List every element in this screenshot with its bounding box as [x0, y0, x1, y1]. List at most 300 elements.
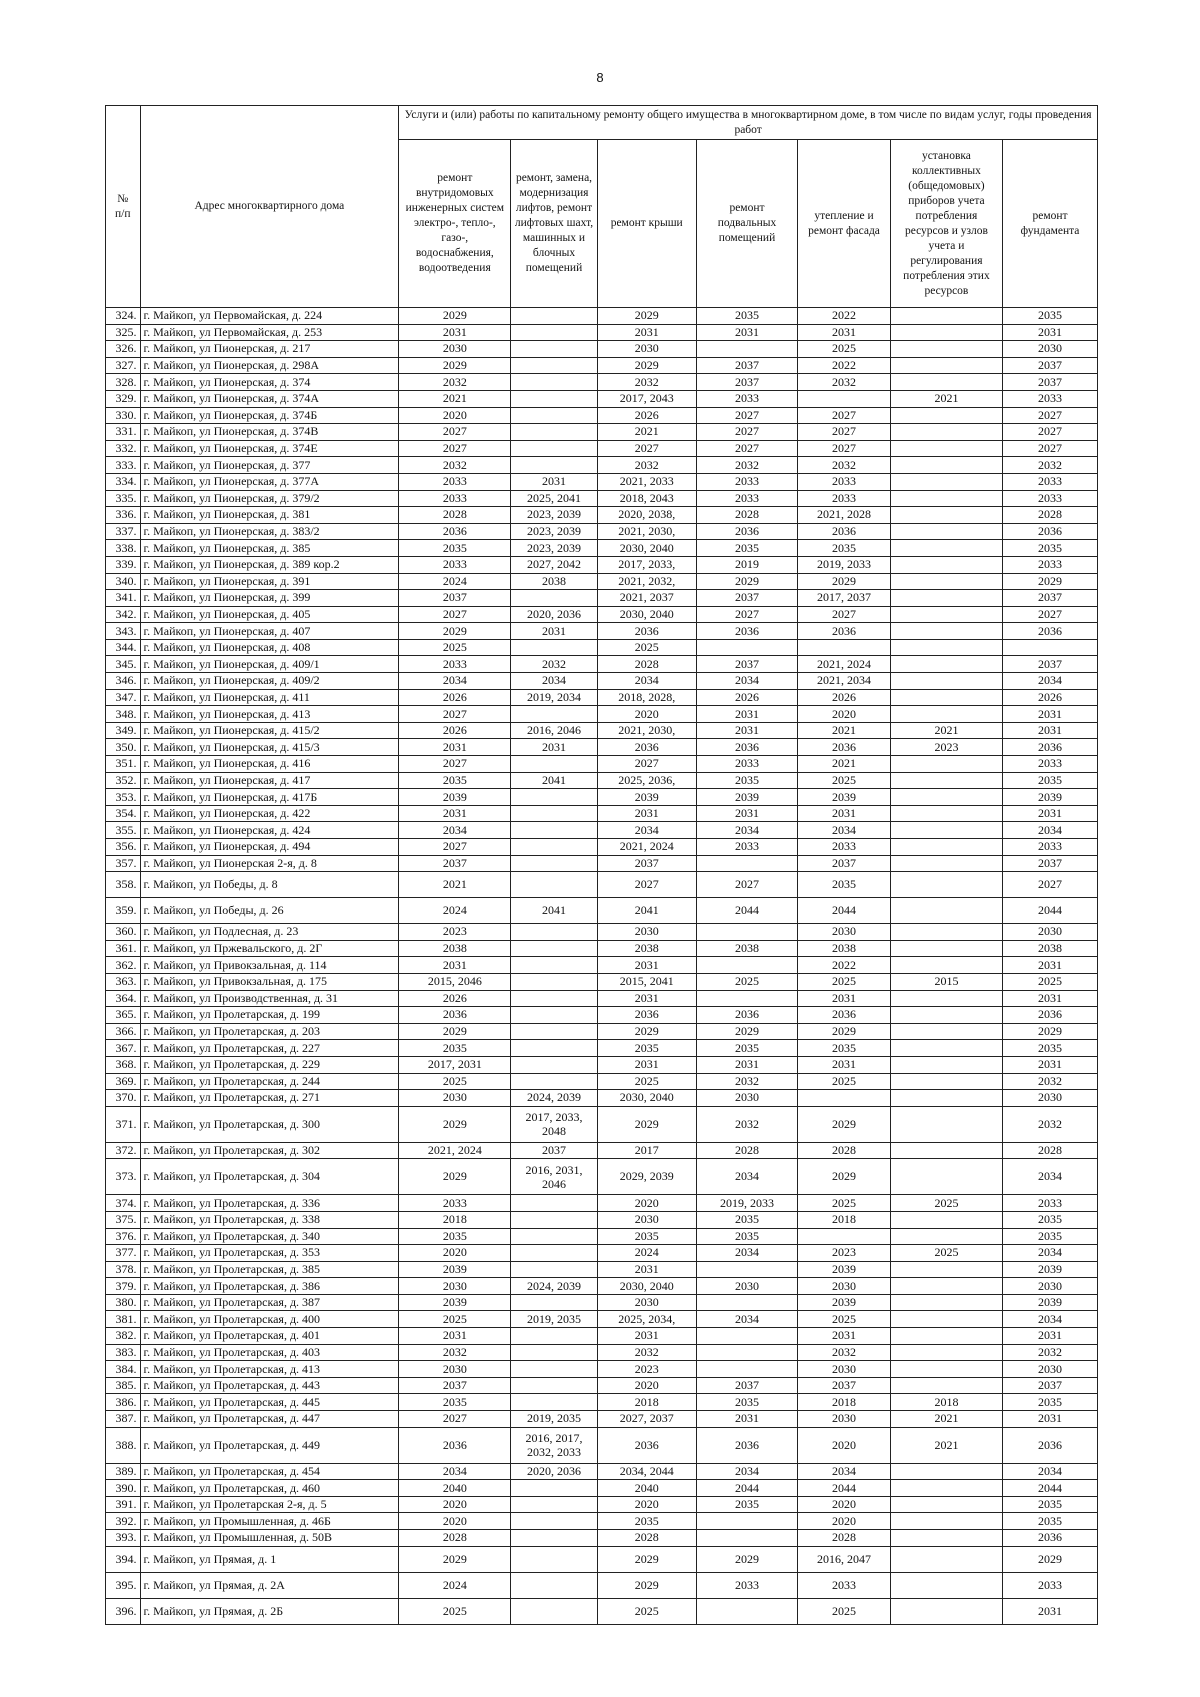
row-cell-col-1: 2024 — [399, 1572, 511, 1598]
row-cell-col-4 — [696, 1361, 797, 1378]
row-cell-col-3: 2032 — [597, 457, 696, 474]
row-address: г. Майкоп, ул Пионерская, д. 383/2 — [140, 523, 399, 540]
row-cell-col-7: 2033 — [1003, 1195, 1098, 1212]
row-cell-col-5: 2025 — [798, 973, 891, 990]
row-cell-col-6 — [890, 706, 1002, 723]
row-cell-col-7: 2038 — [1003, 940, 1098, 957]
row-cell-col-4: 2037 — [696, 590, 797, 607]
header-number: № п/п — [106, 106, 141, 308]
table-row — [106, 407, 1098, 424]
row-cell-col-7: 2027 — [1003, 424, 1098, 441]
row-address: г. Майкоп, ул Пионерская, д. 411 — [140, 689, 399, 706]
row-address: г. Майкоп, ул Пржевальского, д. 2Г — [140, 940, 399, 957]
row-cell-col-6 — [890, 490, 1002, 507]
table-row — [106, 1261, 1098, 1278]
row-cell-col-5: 2036 — [798, 623, 891, 640]
row-cell-col-7: 2034 — [1003, 822, 1098, 839]
row-number: 339. — [106, 556, 141, 573]
row-cell-col-3: 2030, 2040 — [597, 1278, 696, 1295]
row-cell-col-5: 2021 — [798, 756, 891, 773]
row-cell-col-5: 2027 — [798, 424, 891, 441]
row-cell-col-2 — [511, 1294, 597, 1311]
row-cell-col-1: 2025 — [399, 639, 511, 656]
row-address: г. Майкоп, ул Пролетарская, д. 387 — [140, 1294, 399, 1311]
row-cell-col-6 — [890, 374, 1002, 391]
row-number: 382. — [106, 1328, 141, 1345]
row-cell-col-4: 2027 — [696, 440, 797, 457]
row-cell-col-7: 2031 — [1003, 1328, 1098, 1345]
row-cell-col-1: 2025 — [399, 1598, 511, 1624]
row-cell-col-4: 2026 — [696, 689, 797, 706]
row-cell-col-7: 2031 — [1003, 324, 1098, 341]
table-row — [106, 1106, 1098, 1142]
row-cell-col-4: 2034 — [696, 1159, 797, 1195]
row-cell-col-4: 2034 — [696, 1245, 797, 1262]
row-cell-col-1: 2025 — [399, 1073, 511, 1090]
row-cell-col-2 — [511, 1073, 597, 1090]
row-address: г. Майкоп, ул Пионерская, д. 381 — [140, 507, 399, 524]
row-cell-col-3: 2031 — [597, 990, 696, 1007]
row-cell-col-1: 2029 — [399, 357, 511, 374]
row-cell-col-7: 2034 — [1003, 1463, 1098, 1480]
row-cell-col-6: 2018 — [890, 1394, 1002, 1411]
row-cell-col-4 — [696, 1344, 797, 1361]
row-cell-col-7: 2036 — [1003, 623, 1098, 640]
row-cell-col-4 — [696, 1513, 797, 1530]
row-cell-col-4: 2033 — [696, 473, 797, 490]
row-address: г. Майкоп, ул Пролетарская, д. 403 — [140, 1344, 399, 1361]
row-number: 384. — [106, 1361, 141, 1378]
row-cell-col-4: 2036 — [696, 1427, 797, 1463]
row-cell-col-7: 2044 — [1003, 898, 1098, 924]
row-cell-col-3: 2031 — [597, 957, 696, 974]
row-cell-col-2 — [511, 440, 597, 457]
header-address: Адрес многоквартирного дома — [140, 106, 399, 308]
row-cell-col-5: 2033 — [798, 473, 891, 490]
row-cell-col-1: 2033 — [399, 556, 511, 573]
row-cell-col-5 — [798, 1228, 891, 1245]
row-cell-col-1: 2021 — [399, 390, 511, 407]
row-cell-col-5 — [798, 1090, 891, 1107]
row-cell-col-1: 2034 — [399, 673, 511, 690]
row-number: 368. — [106, 1056, 141, 1073]
row-cell-col-6: 2021 — [890, 1427, 1002, 1463]
row-number: 356. — [106, 839, 141, 856]
table-row — [106, 789, 1098, 806]
row-cell-col-2 — [511, 1394, 597, 1411]
row-cell-col-1: 2028 — [399, 507, 511, 524]
row-address: г. Майкоп, ул Прямая, д. 2А — [140, 1572, 399, 1598]
row-number: 336. — [106, 507, 141, 524]
row-cell-col-3: 2028 — [597, 1530, 696, 1547]
row-cell-col-7: 2027 — [1003, 440, 1098, 457]
row-cell-col-2 — [511, 1007, 597, 1024]
row-address: г. Майкоп, ул Прямая, д. 1 — [140, 1546, 399, 1572]
table-row — [106, 1056, 1098, 1073]
row-cell-col-1: 2030 — [399, 1090, 511, 1107]
row-cell-col-2 — [511, 940, 597, 957]
row-cell-col-5: 2030 — [798, 1361, 891, 1378]
row-cell-col-5: 2023 — [798, 1245, 891, 1262]
row-address: г. Майкоп, ул Пионерская 2-я, д. 8 — [140, 855, 399, 872]
row-number: 332. — [106, 440, 141, 457]
row-number: 370. — [106, 1090, 141, 1107]
row-address: г. Майкоп, ул Пионерская, д. 217 — [140, 341, 399, 358]
row-number: 374. — [106, 1195, 141, 1212]
row-cell-col-3: 2031 — [597, 324, 696, 341]
row-cell-col-4: 2032 — [696, 457, 797, 474]
row-cell-col-4: 2032 — [696, 1073, 797, 1090]
row-cell-col-3: 2021, 2024 — [597, 839, 696, 856]
row-cell-col-2 — [511, 1344, 597, 1361]
row-cell-col-7: 2036 — [1003, 739, 1098, 756]
row-cell-col-7: 2037 — [1003, 590, 1098, 607]
row-cell-col-6 — [890, 1073, 1002, 1090]
row-cell-col-1: 2029 — [399, 1159, 511, 1195]
row-cell-col-6 — [890, 1572, 1002, 1598]
row-cell-col-6 — [890, 507, 1002, 524]
row-number: 349. — [106, 722, 141, 739]
row-address: г. Майкоп, ул Пролетарская, д. 353 — [140, 1245, 399, 1262]
row-cell-col-2 — [511, 1023, 597, 1040]
row-cell-col-6 — [890, 523, 1002, 540]
table-row — [106, 839, 1098, 856]
table-row — [106, 357, 1098, 374]
row-number: 346. — [106, 673, 141, 690]
row-cell-col-5: 2029 — [798, 573, 891, 590]
row-number: 352. — [106, 772, 141, 789]
row-cell-col-6 — [890, 573, 1002, 590]
row-number: 338. — [106, 540, 141, 557]
row-cell-col-7: 2036 — [1003, 1427, 1098, 1463]
row-cell-col-3: 2030 — [597, 1294, 696, 1311]
table-row — [106, 590, 1098, 607]
table-row — [106, 507, 1098, 524]
table-row — [106, 822, 1098, 839]
row-cell-col-4: 2031 — [696, 324, 797, 341]
row-number: 359. — [106, 898, 141, 924]
row-cell-col-2 — [511, 1480, 597, 1497]
row-cell-col-2 — [511, 973, 597, 990]
row-cell-col-1: 2027 — [399, 839, 511, 856]
row-cell-col-4: 2038 — [696, 940, 797, 957]
row-cell-col-2 — [511, 357, 597, 374]
row-cell-col-6 — [890, 1211, 1002, 1228]
table-row — [106, 1496, 1098, 1513]
row-cell-col-1: 2027 — [399, 424, 511, 441]
row-address: г. Майкоп, ул Пионерская, д. 379/2 — [140, 490, 399, 507]
row-cell-col-6 — [890, 656, 1002, 673]
row-cell-col-6 — [890, 308, 1002, 325]
row-cell-col-6 — [890, 1056, 1002, 1073]
row-cell-col-2: 2041 — [511, 898, 597, 924]
table-row — [106, 573, 1098, 590]
row-cell-col-6 — [890, 940, 1002, 957]
table-row — [106, 390, 1098, 407]
row-cell-col-4: 2036 — [696, 523, 797, 540]
row-cell-col-6 — [890, 957, 1002, 974]
row-cell-col-3: 2025 — [597, 1598, 696, 1624]
table-row — [106, 1311, 1098, 1328]
table-header — [106, 106, 1098, 308]
row-address: г. Майкоп, ул Привокзальная, д. 114 — [140, 957, 399, 974]
row-cell-col-5: 2030 — [798, 924, 891, 941]
row-address: г. Майкоп, ул Пионерская, д. 424 — [140, 822, 399, 839]
row-cell-col-2 — [511, 872, 597, 898]
row-cell-col-2 — [511, 924, 597, 941]
row-address: г. Майкоп, ул Пролетарская, д. 401 — [140, 1328, 399, 1345]
row-cell-col-2: 2016, 2046 — [511, 722, 597, 739]
row-cell-col-6 — [890, 1328, 1002, 1345]
table-body — [106, 308, 1098, 1625]
row-cell-col-7: 2026 — [1003, 689, 1098, 706]
table-row — [106, 1411, 1098, 1428]
row-cell-col-5: 2032 — [798, 374, 891, 391]
row-cell-col-3: 2031 — [597, 1056, 696, 1073]
row-cell-col-2: 2019, 2034 — [511, 689, 597, 706]
table-row — [106, 756, 1098, 773]
row-cell-col-7: 2031 — [1003, 706, 1098, 723]
row-address: г. Майкоп, ул Пролетарская, д. 229 — [140, 1056, 399, 1073]
row-cell-col-7: 2037 — [1003, 357, 1098, 374]
table-row — [106, 990, 1098, 1007]
row-cell-col-1: 2024 — [399, 898, 511, 924]
row-number: 327. — [106, 357, 141, 374]
row-cell-col-5: 2027 — [798, 606, 891, 623]
row-cell-col-3: 2017, 2033, — [597, 556, 696, 573]
row-cell-col-2 — [511, 1040, 597, 1057]
row-cell-col-2: 2032 — [511, 656, 597, 673]
table-row — [106, 490, 1098, 507]
row-number: 342. — [106, 606, 141, 623]
row-cell-col-5: 2030 — [798, 1278, 891, 1295]
row-cell-col-3: 2020 — [597, 1195, 696, 1212]
row-cell-col-6 — [890, 1311, 1002, 1328]
row-cell-col-3: 2020 — [597, 1377, 696, 1394]
row-cell-col-3: 2023 — [597, 1361, 696, 1378]
row-cell-col-7: 2034 — [1003, 1159, 1098, 1195]
row-cell-col-4: 2034 — [696, 1311, 797, 1328]
row-cell-col-3: 2030, 2040 — [597, 606, 696, 623]
row-cell-col-1: 2027 — [399, 1411, 511, 1428]
row-cell-col-7: 2039 — [1003, 789, 1098, 806]
row-address: г. Майкоп, ул Пионерская, д. 374Б — [140, 407, 399, 424]
row-cell-col-2 — [511, 855, 597, 872]
row-cell-col-6 — [890, 1142, 1002, 1159]
row-cell-col-4: 2035 — [696, 308, 797, 325]
row-address: г. Майкоп, ул Пионерская, д. 409/2 — [140, 673, 399, 690]
row-address: г. Майкоп, ул Пролетарская, д. 443 — [140, 1377, 399, 1394]
row-cell-col-5: 2034 — [798, 1463, 891, 1480]
row-address: г. Майкоп, ул Победы, д. 26 — [140, 898, 399, 924]
row-cell-col-4: 2032 — [696, 1106, 797, 1142]
row-cell-col-5: 2035 — [798, 1040, 891, 1057]
row-cell-col-5: 2027 — [798, 440, 891, 457]
table-row — [106, 556, 1098, 573]
row-number: 369. — [106, 1073, 141, 1090]
row-cell-col-5: 2022 — [798, 308, 891, 325]
row-address: г. Майкоп, ул Пионерская, д. 385 — [140, 540, 399, 557]
row-cell-col-4: 2031 — [696, 805, 797, 822]
row-address: г. Майкоп, ул Пионерская, д. 417Б — [140, 789, 399, 806]
row-cell-col-5 — [798, 639, 891, 656]
row-cell-col-5: 2031 — [798, 990, 891, 1007]
row-cell-col-1: 2020 — [399, 407, 511, 424]
row-cell-col-4: 2027 — [696, 424, 797, 441]
row-address: г. Майкоп, ул Первомайская, д. 224 — [140, 308, 399, 325]
row-number: 376. — [106, 1228, 141, 1245]
row-cell-col-2 — [511, 308, 597, 325]
row-cell-col-7: 2029 — [1003, 573, 1098, 590]
table-row — [106, 1480, 1098, 1497]
row-cell-col-3: 2021 — [597, 424, 696, 441]
row-number: 343. — [106, 623, 141, 640]
row-cell-col-7: 2032 — [1003, 1073, 1098, 1090]
row-cell-col-7: 2033 — [1003, 390, 1098, 407]
row-cell-col-4 — [696, 957, 797, 974]
table-row — [106, 1023, 1098, 1040]
row-cell-col-3: 2021, 2032, — [597, 573, 696, 590]
row-number: 389. — [106, 1463, 141, 1480]
header-column-2: ремонт, замена, модернизация лифтов, ремонт лифтовых шахт, машинных и блочных помещений — [511, 140, 597, 308]
row-cell-col-3: 2029 — [597, 1572, 696, 1598]
row-cell-col-3: 2038 — [597, 940, 696, 957]
row-cell-col-5: 2019, 2033 — [798, 556, 891, 573]
row-cell-col-6 — [890, 1159, 1002, 1195]
row-cell-col-2: 2031 — [511, 473, 597, 490]
table-row — [106, 1463, 1098, 1480]
row-cell-col-3: 2027 — [597, 756, 696, 773]
row-cell-col-2: 2016, 2017, 2032, 2033 — [511, 1427, 597, 1463]
row-cell-col-7: 2033 — [1003, 490, 1098, 507]
row-cell-col-6 — [890, 789, 1002, 806]
row-address: г. Майкоп, ул Пионерская, д. 377 — [140, 457, 399, 474]
row-cell-col-7: 2031 — [1003, 1056, 1098, 1073]
row-cell-col-7: 2035 — [1003, 1496, 1098, 1513]
row-cell-col-3: 2036 — [597, 739, 696, 756]
row-address: г. Майкоп, ул Промышленная, д. 46Б — [140, 1513, 399, 1530]
row-address: г. Майкоп, ул Пионерская, д. 389 кор.2 — [140, 556, 399, 573]
row-number: 324. — [106, 308, 141, 325]
row-cell-col-5: 2018 — [798, 1211, 891, 1228]
row-cell-col-2 — [511, 590, 597, 607]
row-cell-col-5: 2038 — [798, 940, 891, 957]
row-cell-col-5: 2031 — [798, 1056, 891, 1073]
row-cell-col-4 — [696, 990, 797, 1007]
row-cell-col-5: 2026 — [798, 689, 891, 706]
row-cell-col-6 — [890, 324, 1002, 341]
table-row — [106, 424, 1098, 441]
table-row — [106, 673, 1098, 690]
table-row — [106, 940, 1098, 957]
row-number: 391. — [106, 1496, 141, 1513]
row-cell-col-5: 2025 — [798, 1195, 891, 1212]
row-cell-col-1: 2020 — [399, 1513, 511, 1530]
row-number: 348. — [106, 706, 141, 723]
row-cell-col-2 — [511, 1228, 597, 1245]
row-cell-col-6 — [890, 540, 1002, 557]
row-cell-col-1: 2036 — [399, 1427, 511, 1463]
row-cell-col-6 — [890, 440, 1002, 457]
row-cell-col-4 — [696, 341, 797, 358]
row-cell-col-1: 2036 — [399, 523, 511, 540]
row-cell-col-6 — [890, 1480, 1002, 1497]
row-cell-col-5: 2020 — [798, 1513, 891, 1530]
header-column-1: ремонт внутридомовых инженерных систем электро-, тепло-, газо-, водоснабжения, водоотведения — [399, 140, 511, 308]
row-cell-col-7: 2029 — [1003, 1023, 1098, 1040]
row-number: 340. — [106, 573, 141, 590]
table-row — [106, 1294, 1098, 1311]
row-cell-col-2: 2034 — [511, 673, 597, 690]
table-row — [106, 1546, 1098, 1572]
row-address: г. Майкоп, ул Пролетарская, д. 400 — [140, 1311, 399, 1328]
row-cell-col-6 — [890, 1007, 1002, 1024]
table-row — [106, 898, 1098, 924]
row-cell-col-3: 2015, 2041 — [597, 973, 696, 990]
row-number: 381. — [106, 1311, 141, 1328]
row-cell-col-3: 2029 — [597, 308, 696, 325]
row-cell-col-3: 2020 — [597, 706, 696, 723]
header-column-4: ремонт подвальных помещений — [696, 140, 797, 308]
row-cell-col-6 — [890, 473, 1002, 490]
row-cell-col-3: 2035 — [597, 1513, 696, 1530]
row-cell-col-2: 2041 — [511, 772, 597, 789]
row-cell-col-2: 2016, 2031, 2046 — [511, 1159, 597, 1195]
row-cell-col-4: 2035 — [696, 1211, 797, 1228]
row-address: г. Майкоп, ул Пролетарская, д. 199 — [140, 1007, 399, 1024]
row-cell-col-5: 2021 — [798, 722, 891, 739]
table-row — [106, 324, 1098, 341]
row-cell-col-7: 2031 — [1003, 1411, 1098, 1428]
row-address: г. Майкоп, ул Пролетарская, д. 304 — [140, 1159, 399, 1195]
row-cell-col-2: 2023, 2039 — [511, 523, 597, 540]
row-address: г. Майкоп, ул Пионерская, д. 415/2 — [140, 722, 399, 739]
row-cell-col-2 — [511, 341, 597, 358]
row-address: г. Майкоп, ул Производственная, д. 31 — [140, 990, 399, 1007]
row-cell-col-6 — [890, 1228, 1002, 1245]
row-cell-col-2 — [511, 1211, 597, 1228]
row-cell-col-5: 2028 — [798, 1530, 891, 1547]
row-cell-col-3: 2025, 2034, — [597, 1311, 696, 1328]
row-cell-col-6 — [890, 357, 1002, 374]
row-cell-col-7: 2028 — [1003, 507, 1098, 524]
row-cell-col-6 — [890, 1344, 1002, 1361]
row-cell-col-5: 2027 — [798, 407, 891, 424]
row-cell-col-5: 2035 — [798, 540, 891, 557]
table-row — [106, 639, 1098, 656]
row-cell-col-6 — [890, 1040, 1002, 1057]
row-cell-col-5: 2017, 2037 — [798, 590, 891, 607]
row-cell-col-5: 2021, 2024 — [798, 656, 891, 673]
row-cell-col-6 — [890, 341, 1002, 358]
row-address: г. Майкоп, ул Пролетарская, д. 385 — [140, 1261, 399, 1278]
row-number: 362. — [106, 957, 141, 974]
row-cell-col-2: 2027, 2042 — [511, 556, 597, 573]
row-address: г. Майкоп, ул Пролетарская, д. 302 — [140, 1142, 399, 1159]
row-cell-col-2 — [511, 457, 597, 474]
row-cell-col-7: 2031 — [1003, 1598, 1098, 1624]
row-number: 386. — [106, 1394, 141, 1411]
row-cell-col-4: 2037 — [696, 357, 797, 374]
row-cell-col-6 — [890, 1530, 1002, 1547]
row-cell-col-4: 2035 — [696, 772, 797, 789]
row-cell-col-1: 2024 — [399, 573, 511, 590]
header-column-5: утепление и ремонт фасада — [798, 140, 891, 308]
row-cell-col-2: 2024, 2039 — [511, 1090, 597, 1107]
row-cell-col-2 — [511, 1546, 597, 1572]
row-cell-col-5: 2025 — [798, 1073, 891, 1090]
row-cell-col-2: 2038 — [511, 573, 597, 590]
